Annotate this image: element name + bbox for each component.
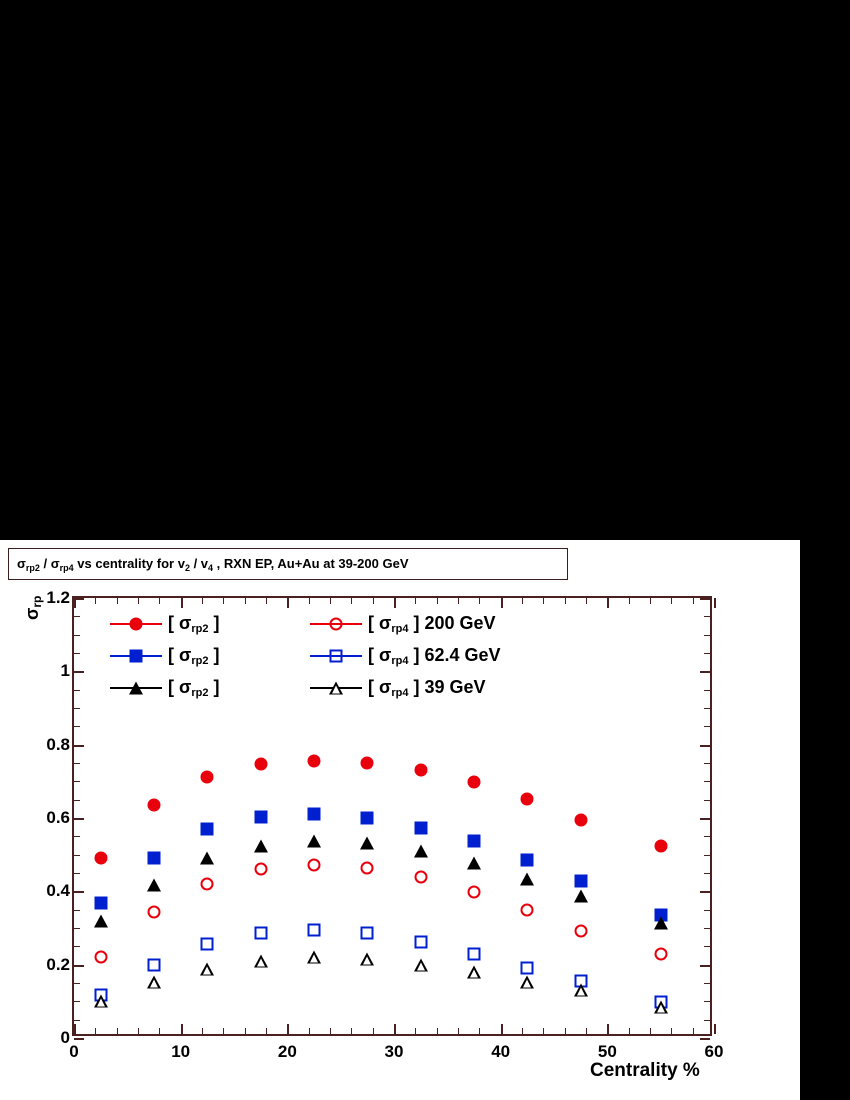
data-point: [654, 1000, 668, 1013]
data-point: [654, 839, 667, 852]
x-minor-tick-top: [223, 598, 224, 604]
y-axis-label-sub: rp: [30, 595, 44, 608]
legend-bracket-open: [: [368, 677, 379, 697]
x-minor-tick: [373, 1028, 374, 1034]
legend-label: [368, 645, 501, 667]
legend-sigma: σ: [179, 645, 192, 665]
legend-line: [310, 623, 362, 625]
x-minor-tick-top: [95, 598, 96, 604]
x-minor-tick-top: [458, 598, 459, 604]
legend-row: [110, 672, 580, 704]
x-minor-tick-top: [266, 598, 267, 604]
data-point: [254, 839, 268, 852]
data-point: [414, 959, 428, 972]
x-minor-tick: [245, 1028, 246, 1034]
legend-label: [168, 677, 219, 699]
data-point: [94, 951, 107, 964]
legend-subscript: rp2: [191, 655, 209, 667]
x-minor-tick-top: [650, 598, 651, 604]
legend-subscript: rp4: [391, 655, 409, 667]
legend-subscript: rp2: [191, 623, 209, 635]
legend-energy: 62.4 GeV: [419, 645, 501, 665]
legend-entry: [110, 640, 219, 672]
data-point: [308, 924, 321, 937]
data-point: [308, 858, 321, 871]
legend-marker: [130, 650, 143, 663]
y-minor-tick-right: [704, 781, 710, 782]
y-tick-mark: [74, 891, 84, 893]
triangle-inner: [523, 980, 531, 988]
triangle-inner: [363, 956, 371, 964]
y-minor-tick-right: [704, 946, 710, 947]
x-minor-tick: [309, 1028, 310, 1034]
y-minor-tick-right: [704, 928, 710, 929]
y-minor-tick: [74, 635, 80, 636]
data-point: [574, 890, 588, 903]
legend-sigma: σ: [379, 613, 392, 633]
title-mid-1: / σ: [39, 555, 60, 571]
x-minor-tick: [330, 1028, 331, 1034]
data-point: [468, 885, 481, 898]
x-tick-mark-top: [287, 598, 289, 608]
y-tick-mark-right: [700, 598, 710, 600]
x-minor-tick-top: [671, 598, 672, 604]
x-tick-label: 40: [491, 1042, 511, 1061]
data-point: [360, 836, 374, 849]
data-point: [148, 958, 161, 971]
y-minor-tick-right: [704, 635, 710, 636]
y-tick-mark: [74, 818, 84, 820]
data-point: [361, 812, 374, 825]
title-sub-v2: 2: [184, 562, 190, 573]
data-point: [94, 915, 108, 928]
y-minor-tick: [74, 946, 80, 947]
x-minor-tick-top: [117, 598, 118, 604]
chart-title-box: [8, 548, 568, 580]
data-point: [414, 844, 428, 857]
y-minor-tick: [74, 726, 80, 727]
x-minor-tick-top: [138, 598, 139, 604]
legend-line: [110, 623, 162, 625]
data-point: [654, 948, 667, 961]
title-sub-v4: 4: [208, 562, 214, 573]
x-minor-tick-top: [437, 598, 438, 604]
title-sub-rp4: rp4: [59, 562, 74, 573]
legend-bracket-close: ]: [208, 613, 220, 633]
legend-line: [110, 655, 162, 657]
x-minor-tick-top: [415, 598, 416, 604]
legend-label: [168, 613, 219, 635]
x-minor-tick: [543, 1028, 544, 1034]
legend-energy: 39 GeV: [419, 677, 486, 697]
x-minor-tick-top: [309, 598, 310, 604]
chart-legend: [110, 608, 580, 706]
title-mid-2: vs centrality for v: [73, 555, 185, 571]
y-minor-tick: [74, 616, 80, 617]
x-minor-tick: [458, 1028, 459, 1034]
legend-subscript: rp2: [191, 687, 209, 699]
y-tick-mark-right: [700, 1038, 710, 1040]
data-point: [94, 852, 107, 865]
data-point: [574, 814, 587, 827]
legend-bracket-close: ]: [408, 613, 420, 633]
data-point: [468, 776, 481, 789]
legend-bracket-close: ]: [408, 645, 420, 665]
x-minor-tick-top: [479, 598, 480, 604]
x-minor-tick: [223, 1028, 224, 1034]
x-tick-label: 20: [277, 1042, 297, 1061]
triangle-inner: [203, 967, 211, 975]
data-point: [521, 903, 534, 916]
y-tick-label: 0: [60, 1028, 70, 1047]
y-tick-label: 0.6: [46, 808, 70, 827]
data-point: [467, 966, 481, 979]
y-minor-tick: [74, 928, 80, 929]
data-point: [254, 926, 267, 939]
legend-sigma: σ: [379, 677, 392, 697]
x-minor-tick-top: [159, 598, 160, 604]
x-tick-mark: [501, 1024, 503, 1034]
legend-row: [110, 640, 580, 672]
data-point: [521, 793, 534, 806]
x-tick-mark-top: [394, 598, 396, 608]
y-minor-tick: [74, 653, 80, 654]
legend-entry: [110, 672, 219, 704]
x-minor-tick: [693, 1028, 694, 1034]
legend-marker: [329, 682, 343, 695]
y-tick-label: 0.4: [46, 881, 70, 901]
data-point: [414, 821, 427, 834]
x-minor-tick: [671, 1028, 672, 1034]
legend-entry: [310, 640, 501, 672]
data-point: [574, 875, 587, 888]
y-minor-tick: [74, 800, 80, 801]
legend-sigma: σ: [179, 613, 192, 633]
y-minor-tick: [74, 873, 80, 874]
y-minor-tick: [74, 910, 80, 911]
data-point: [201, 938, 214, 951]
x-tick-mark-top: [74, 598, 76, 608]
y-minor-tick: [74, 1020, 80, 1021]
triangle-inner: [257, 959, 265, 967]
x-minor-tick: [565, 1028, 566, 1034]
y-minor-tick-right: [704, 1001, 710, 1002]
legend-marker: [330, 650, 343, 663]
y-tick-label: 0.2: [46, 954, 70, 974]
data-point: [521, 962, 534, 975]
x-minor-tick: [629, 1028, 630, 1034]
data-point: [654, 917, 668, 930]
x-minor-tick: [586, 1028, 587, 1034]
y-tick-mark: [74, 1038, 84, 1040]
legend-label: [368, 677, 486, 699]
legend-marker: [130, 618, 143, 631]
title-sigma-1: σ: [17, 555, 26, 571]
y-tick-mark-right: [700, 671, 710, 673]
y-minor-tick-right: [704, 726, 710, 727]
y-minor-tick: [74, 690, 80, 691]
x-tick-label: 60: [704, 1042, 724, 1061]
x-tick-mark: [394, 1024, 396, 1034]
x-minor-tick: [117, 1028, 118, 1034]
x-minor-tick-top: [351, 598, 352, 604]
data-point: [308, 754, 321, 767]
x-minor-tick: [479, 1028, 480, 1034]
x-minor-tick-top: [245, 598, 246, 604]
data-point: [360, 952, 374, 965]
x-axis-label: Centrality %: [590, 1060, 700, 1081]
y-minor-tick-right: [704, 690, 710, 691]
legend-row: [110, 608, 580, 640]
x-minor-tick-top: [565, 598, 566, 604]
y-minor-tick-right: [704, 983, 710, 984]
data-point: [254, 758, 267, 771]
data-point: [254, 863, 267, 876]
y-tick-label: 1: [60, 661, 70, 681]
x-minor-tick: [159, 1028, 160, 1034]
x-tick-label: 10: [171, 1042, 191, 1061]
y-minor-tick-right: [704, 1020, 710, 1021]
legend-label: [168, 645, 219, 667]
legend-bracket-open: [: [168, 677, 179, 697]
y-minor-tick-right: [704, 873, 710, 874]
triangle-inner: [470, 970, 478, 978]
data-point: [361, 862, 374, 875]
legend-entry: [110, 608, 219, 640]
x-minor-tick: [351, 1028, 352, 1034]
data-point: [307, 835, 321, 848]
x-tick-mark-top: [181, 598, 183, 608]
y-minor-tick: [74, 855, 80, 856]
legend-sigma: σ: [179, 677, 192, 697]
y-minor-tick: [74, 708, 80, 709]
y-tick-mark-right: [700, 891, 710, 893]
y-tick-label: 1.2: [46, 588, 70, 607]
triangle-inner: [150, 980, 158, 988]
y-minor-tick-right: [704, 653, 710, 654]
data-point: [94, 897, 107, 910]
y-minor-tick-right: [704, 763, 710, 764]
data-point: [201, 770, 214, 783]
x-minor-tick: [522, 1028, 523, 1034]
y-minor-tick: [74, 836, 80, 837]
data-point: [467, 857, 481, 870]
triangle-inner: [417, 963, 425, 971]
x-tick-mark: [181, 1024, 183, 1034]
x-minor-tick: [266, 1028, 267, 1034]
legend-bracket-open: [: [168, 645, 179, 665]
x-tick-mark: [74, 1024, 76, 1034]
x-tick-mark-top: [501, 598, 503, 608]
triangle-inner: [657, 1004, 665, 1012]
legend-bracket-open: [: [368, 613, 379, 633]
y-tick-mark: [74, 745, 84, 747]
legend-sigma: σ: [379, 645, 392, 665]
title-suffix: , RXN EP, Au+Au at 39-200 GeV: [213, 555, 409, 571]
x-minor-tick-top: [202, 598, 203, 604]
data-point: [520, 976, 534, 989]
y-minor-tick: [74, 1001, 80, 1002]
legend-label: [368, 613, 496, 635]
y-tick-mark: [74, 965, 84, 967]
y-tick-label: 0.8: [46, 734, 70, 754]
data-point: [147, 879, 161, 892]
y-minor-tick-right: [704, 855, 710, 856]
legend-line: [310, 687, 362, 689]
triangle-inner: [310, 955, 318, 963]
y-minor-tick: [74, 763, 80, 764]
triangle-inner: [97, 999, 105, 1007]
data-point: [468, 835, 481, 848]
data-point: [361, 757, 374, 770]
x-minor-tick: [415, 1028, 416, 1034]
x-minor-tick-top: [522, 598, 523, 604]
data-point: [574, 984, 588, 997]
data-point: [147, 976, 161, 989]
legend-entry: [310, 608, 496, 640]
x-minor-tick: [650, 1028, 651, 1034]
data-point: [521, 853, 534, 866]
title-sub-rp2: rp2: [25, 562, 40, 573]
x-minor-tick-top: [693, 598, 694, 604]
data-point: [148, 799, 161, 812]
data-point: [94, 995, 108, 1008]
x-minor-tick-top: [373, 598, 374, 604]
y-tick-mark: [74, 671, 84, 673]
y-minor-tick-right: [704, 910, 710, 911]
y-minor-tick-right: [704, 836, 710, 837]
x-minor-tick: [95, 1028, 96, 1034]
x-minor-tick-top: [586, 598, 587, 604]
y-minor-tick: [74, 983, 80, 984]
data-point: [520, 872, 534, 885]
x-tick-mark-top: [607, 598, 609, 608]
data-point: [148, 906, 161, 919]
data-point: [200, 963, 214, 976]
x-minor-tick: [138, 1028, 139, 1034]
x-tick-mark: [714, 1024, 716, 1034]
x-minor-tick: [202, 1028, 203, 1034]
data-point: [414, 764, 427, 777]
data-point: [307, 951, 321, 964]
data-point: [308, 807, 321, 820]
triangle-inner: [577, 988, 585, 996]
legend-subscript: rp4: [391, 687, 409, 699]
legend-bracket-close: ]: [408, 677, 420, 697]
title-mid-3: / v: [189, 555, 209, 571]
y-axis-label-sigma: σ: [22, 607, 42, 620]
y-minor-tick: [74, 781, 80, 782]
data-point: [254, 810, 267, 823]
legend-entry: [310, 672, 486, 704]
x-minor-tick-top: [543, 598, 544, 604]
legend-marker: [129, 682, 143, 695]
data-point: [254, 955, 268, 968]
legend-bracket-close: ]: [208, 677, 220, 697]
data-point: [414, 871, 427, 884]
x-tick-mark: [607, 1024, 609, 1034]
x-tick-mark: [287, 1024, 289, 1034]
legend-bracket-open: [: [168, 613, 179, 633]
legend-line: [110, 687, 162, 689]
legend-subscript: rp4: [391, 623, 409, 635]
y-tick-mark-right: [700, 965, 710, 967]
x-tick-mark-top: [714, 598, 716, 608]
legend-marker: [330, 618, 343, 631]
x-tick-label: 30: [384, 1042, 404, 1061]
triangle-inner: [332, 686, 340, 694]
y-tick-mark-right: [700, 745, 710, 747]
legend-bracket-close: ]: [208, 645, 220, 665]
data-point: [361, 927, 374, 940]
x-minor-tick-top: [629, 598, 630, 604]
data-point: [574, 924, 587, 937]
data-point: [201, 823, 214, 836]
data-point: [148, 851, 161, 864]
data-point: [468, 947, 481, 960]
chart-title: [17, 556, 409, 573]
x-minor-tick-top: [330, 598, 331, 604]
y-minor-tick-right: [704, 800, 710, 801]
x-minor-tick: [437, 1028, 438, 1034]
y-minor-tick-right: [704, 616, 710, 617]
legend-line: [310, 655, 362, 657]
x-tick-label: 0: [69, 1042, 79, 1061]
data-point: [201, 877, 214, 890]
y-tick-mark-right: [700, 818, 710, 820]
legend-energy: 200 GeV: [419, 613, 496, 633]
y-minor-tick-right: [704, 708, 710, 709]
x-tick-label: 50: [597, 1042, 617, 1061]
data-point: [200, 851, 214, 864]
data-point: [414, 935, 427, 948]
legend-bracket-open: [: [368, 645, 379, 665]
